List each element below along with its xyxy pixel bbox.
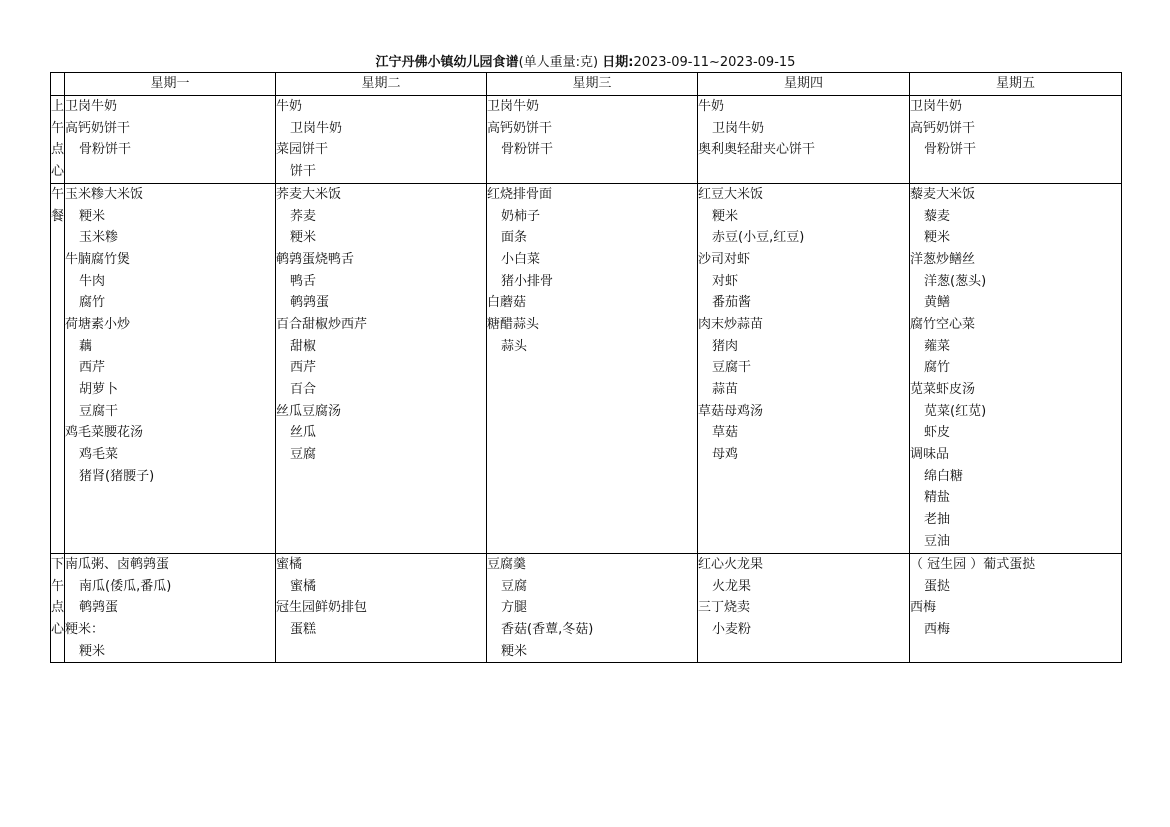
dish-item: 红烧排骨面 xyxy=(487,186,553,202)
day-header: 星期一 xyxy=(65,73,276,96)
meal-label-char: 上 xyxy=(51,99,65,114)
title-date-range: 2023-09-11~2023-09-15 xyxy=(633,55,796,70)
dish-item: 洋葱炒鳝丝 xyxy=(910,251,976,267)
menu-cell xyxy=(276,553,487,662)
ingredient-item: 鹌鹑蛋 xyxy=(79,600,119,616)
ingredient-item: 绵白糖 xyxy=(924,468,964,484)
menu-cell xyxy=(487,553,698,662)
ingredient-item: 老抽 xyxy=(924,512,951,528)
day-header: 星期二 xyxy=(276,73,487,96)
dish-item: 调味品 xyxy=(910,447,950,463)
ingredient-item: 豆油 xyxy=(924,533,951,549)
ingredient-item: 鸭舌 xyxy=(290,273,317,289)
ingredient-item: 腐竹 xyxy=(924,360,951,376)
ingredient-item: 猪小排骨 xyxy=(501,273,554,289)
ingredient-item: 小麦粉 xyxy=(712,621,752,637)
ingredient-item: 蒜头 xyxy=(501,338,528,354)
ingredient-item: 藕 xyxy=(79,338,93,354)
ingredient-item: 粳米 xyxy=(712,208,739,224)
ingredient-item: 卫岗牛奶 xyxy=(290,120,343,136)
meal-label xyxy=(51,183,65,553)
meal-label-char: 心 xyxy=(51,621,65,637)
ingredient-item: 玉米糁 xyxy=(79,230,119,246)
dish-item: 牛奶 xyxy=(276,99,303,114)
dish-item: 红豆大米饭 xyxy=(698,186,764,202)
header-row xyxy=(51,73,1122,96)
meal-row xyxy=(51,183,1122,553)
ingredient-item: 百合 xyxy=(290,382,317,397)
ingredient-item: 豆腐干 xyxy=(712,360,752,376)
ingredient-item: 香菇(香蕈,冬菇) xyxy=(501,621,594,637)
ingredient-item: 对虾 xyxy=(712,273,739,289)
ingredient-item: 粳米 xyxy=(924,230,951,246)
dish-item: 丝瓜豆腐汤 xyxy=(276,403,342,419)
ingredient-item: 猪肉 xyxy=(712,338,739,354)
meal-label-char: 午 xyxy=(51,186,65,202)
menu-cell xyxy=(65,96,276,184)
meal-label xyxy=(51,96,65,184)
ingredient-item: 西梅 xyxy=(924,621,951,637)
ingredient-item: 粳米 xyxy=(501,643,528,659)
dish-item: 鹌鹑蛋烧鸭舌 xyxy=(276,251,355,267)
dish-item: 高钙奶饼干 xyxy=(487,120,553,136)
ingredient-item: 虾皮 xyxy=(924,425,951,441)
dish-item: 粳米： xyxy=(65,621,105,637)
meal-label-char: 午 xyxy=(51,120,65,136)
ingredient-item: 赤豆(小豆,红豆) xyxy=(712,230,805,246)
dish-item: 腐竹空心菜 xyxy=(910,316,976,332)
ingredient-item: 粳米 xyxy=(290,230,317,246)
meal-row xyxy=(51,553,1122,662)
meal-label-char: 点 xyxy=(51,600,65,616)
ingredient-item: 小白菜 xyxy=(501,251,541,267)
title-name: 江宁丹佛小镇幼儿园食谱 xyxy=(375,55,519,70)
ingredient-item: 卫岗牛奶 xyxy=(712,120,765,136)
meal-label-char: 点 xyxy=(51,142,65,158)
ingredient-item: 南瓜(倭瓜,番瓜) xyxy=(79,578,172,594)
dish-item: 奥利奥轻甜夹心饼干 xyxy=(698,142,816,158)
meal-label-char: 下 xyxy=(51,556,65,572)
dish-item: 三丁烧卖 xyxy=(698,600,751,616)
ingredient-item: 奶柿子 xyxy=(501,208,541,224)
dish-item: 藜麦大米饭 xyxy=(910,186,976,202)
dish-item: 荷塘素小炒 xyxy=(65,316,131,332)
ingredient-item: 猪肾(猪腰子) xyxy=(79,468,155,484)
ingredient-item: 方腿 xyxy=(501,600,528,616)
menu-cell xyxy=(910,183,1122,553)
ingredient-item: 苋菜(红苋) xyxy=(924,403,987,419)
ingredient-item: 黄鳝 xyxy=(924,295,951,311)
ingredient-item: 精盐 xyxy=(924,490,951,506)
dish-item: 菜园饼干 xyxy=(276,142,329,158)
ingredient-item: 粳米 xyxy=(79,643,106,659)
ingredient-item: 面条 xyxy=(501,230,528,246)
dish-item: 西梅 xyxy=(910,600,937,616)
dish-item: 卫岗牛奶 xyxy=(487,99,540,114)
menu-cell xyxy=(698,183,910,553)
ingredient-item: 藜麦 xyxy=(924,208,951,224)
dish-item: 冠生园鲜奶排包 xyxy=(276,600,368,616)
dish-item: 白蘑菇 xyxy=(487,295,527,311)
dish-item: 苋菜虾皮汤 xyxy=(910,382,976,397)
meal-label xyxy=(51,553,65,662)
dish-item: 牛腩腐竹煲 xyxy=(65,251,131,267)
ingredient-item: 蛋挞 xyxy=(924,578,951,594)
menu-cell xyxy=(698,553,910,662)
ingredient-item: 豆腐干 xyxy=(79,403,119,419)
dish-item: 玉米糁大米饭 xyxy=(65,186,144,202)
menu-cell xyxy=(910,96,1122,184)
ingredient-item: 母鸡 xyxy=(712,447,739,463)
ingredient-item: 蒜苗 xyxy=(712,382,739,397)
ingredient-item: 腐竹 xyxy=(79,295,106,311)
ingredient-item: 荞麦 xyxy=(290,208,317,224)
meal-label-char: 午 xyxy=(51,578,65,594)
ingredient-item: 西芹 xyxy=(79,360,106,376)
menu-cell xyxy=(65,553,276,662)
ingredient-item: 骨粉饼干 xyxy=(924,142,977,158)
ingredient-item: 草菇 xyxy=(712,425,739,441)
menu-table xyxy=(50,72,1122,663)
meal-label-char: 餐 xyxy=(51,208,65,224)
dish-item: 蜜橘 xyxy=(276,556,303,572)
meal-label-char: 心 xyxy=(51,164,65,180)
dish-item: 糖醋蒜头 xyxy=(487,316,540,332)
menu-cell xyxy=(910,553,1122,662)
dish-item: 肉末炒蒜苗 xyxy=(698,316,764,332)
dish-item: 鸡毛菜腰花汤 xyxy=(65,425,144,441)
dish-item: （ 冠生园 ）葡式蛋挞 xyxy=(910,556,1036,572)
menu-cell xyxy=(487,96,698,184)
dish-item: 红心火龙果 xyxy=(698,556,764,572)
dish-item: 沙司对虾 xyxy=(698,251,751,267)
dish-item: 卫岗牛奶 xyxy=(65,99,118,114)
menu-cell xyxy=(276,183,487,553)
menu-cell xyxy=(65,183,276,553)
ingredient-item: 豆腐 xyxy=(290,447,317,463)
ingredient-item: 西芹 xyxy=(290,360,317,376)
menu-title xyxy=(50,54,1121,72)
dish-item: 豆腐羹 xyxy=(487,556,527,572)
day-header: 星期三 xyxy=(487,73,698,96)
dish-item: 卫岗牛奶 xyxy=(910,99,963,114)
ingredient-item: 粳米 xyxy=(79,208,106,224)
header-corner xyxy=(51,73,65,96)
dish-item: 百合甜椒炒西芹 xyxy=(276,316,368,332)
ingredient-item: 蕹菜 xyxy=(924,338,951,354)
ingredient-item: 丝瓜 xyxy=(290,425,317,441)
ingredient-item: 牛肉 xyxy=(79,273,106,289)
ingredient-item: 饼干 xyxy=(290,164,317,180)
ingredient-item: 洋葱(葱头) xyxy=(924,273,987,289)
dish-item: 荞麦大米饭 xyxy=(276,186,342,202)
menu-cell xyxy=(276,96,487,184)
ingredient-item: 胡萝卜 xyxy=(79,382,119,397)
ingredient-item: 骨粉饼干 xyxy=(79,142,132,158)
ingredient-item: 鸡毛菜 xyxy=(79,447,119,463)
menu-cell xyxy=(487,183,698,553)
day-header: 星期四 xyxy=(698,73,910,96)
ingredient-item: 蜜橘 xyxy=(290,578,317,594)
dish-item: 牛奶 xyxy=(698,99,725,114)
ingredient-item: 番茄酱 xyxy=(712,295,752,311)
ingredient-item: 蛋糕 xyxy=(290,621,317,637)
meal-row xyxy=(51,96,1122,184)
ingredient-item: 豆腐 xyxy=(501,578,528,594)
dish-item: 草菇母鸡汤 xyxy=(698,403,764,419)
dish-item: 南瓜粥、卤鹌鹑蛋 xyxy=(65,556,170,572)
dish-item: 高钙奶饼干 xyxy=(910,120,976,136)
ingredient-item: 甜椒 xyxy=(290,338,317,354)
ingredient-item: 火龙果 xyxy=(712,578,752,594)
title-unit: (单人重量:克) xyxy=(518,55,599,70)
ingredient-item: 鹌鹑蛋 xyxy=(290,295,330,311)
title-date-label: 日期: xyxy=(602,55,634,70)
dish-item: 高钙奶饼干 xyxy=(65,120,131,136)
ingredient-item: 骨粉饼干 xyxy=(501,142,554,158)
day-header: 星期五 xyxy=(910,73,1122,96)
menu-cell xyxy=(698,96,910,184)
